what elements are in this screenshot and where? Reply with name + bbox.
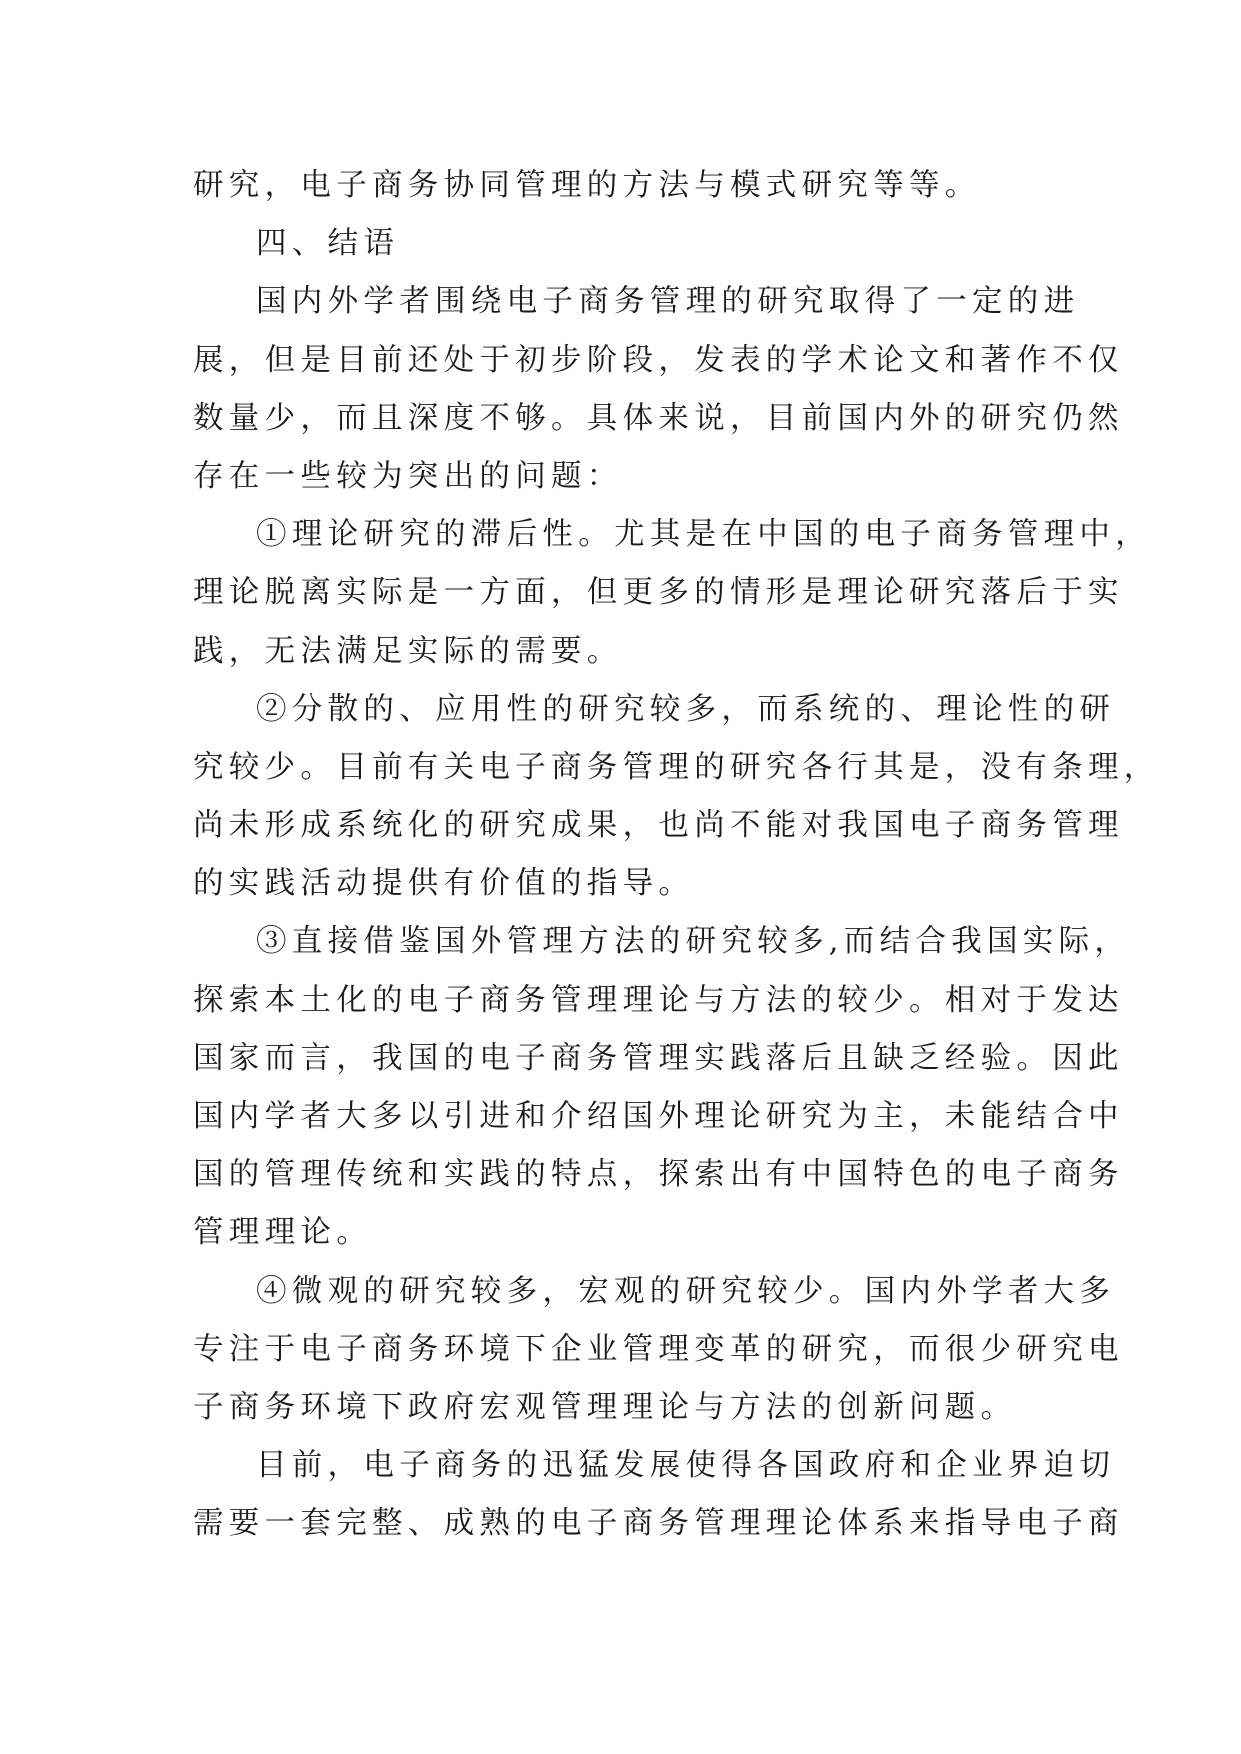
text-line: 究较少。目前有关电子商务管理的研究各行其是，没有条理， <box>193 749 1160 785</box>
text-line: 国内学者大多以引进和介绍国外理论研究为主，未能结合中 <box>193 1099 1124 1134</box>
section-heading: 四、结语 <box>256 226 400 262</box>
text-line: 践，无法满足实际的需要。 <box>193 633 623 669</box>
text-line: ④微观的研究较多，宏观的研究较少。国内外学者大多 <box>256 1273 1116 1309</box>
text-line: ②分散的、应用性的研究较多，而系统的、理论性的研 <box>256 691 1116 727</box>
body-text <box>193 157 1160 1554</box>
text-line: 数量少，而且深度不够。具体来说，目前国内外的研究仍然 <box>193 400 1124 436</box>
text-line: ①理论研究的滞后性。尤其是在中国的电子商务管理中， <box>256 517 1151 553</box>
text-line: 需要一套完整、成熟的电子商务管理理论体系来指导电子商 <box>193 1506 1124 1542</box>
text-line: 尚未形成系统化的研究成果，也尚不能对我国电子商务管理 <box>193 808 1124 844</box>
text-line: 管理理论。 <box>193 1215 372 1251</box>
text-line: 专注于电子商务环境下企业管理变革的研究，而很少研究电 <box>193 1331 1124 1367</box>
text-line: 国家而言，我国的电子商务管理实践落后且缺乏经验。因此 <box>193 1040 1124 1076</box>
text-line: 国的管理传统和实践的特点，探索出有中国特色的电子商务 <box>193 1157 1124 1193</box>
text-line: 研究，电子商务协同管理的方法与模式研究等等。 <box>193 168 981 203</box>
text-line: 存在一些较为突出的问题： <box>193 458 623 494</box>
text-line: 探索本土化的电子商务管理理论与方法的较少。相对于发达 <box>193 982 1124 1018</box>
text-line: 目前，电子商务的迅猛发展使得各国政府和企业界迫切 <box>256 1448 1116 1484</box>
text-line: 理论脱离实际是一方面，但更多的情形是理论研究落后于实 <box>193 575 1124 611</box>
text-line: 的实践活动提供有价值的指导。 <box>193 866 695 902</box>
text-line: ③直接借鉴国外管理方法的研究较多,而结合我国实际， <box>256 924 1131 960</box>
text-line: 展，但是目前还处于初步阶段，发表的学术论文和著作不仅 <box>193 342 1124 378</box>
text-line: 国内外学者围绕电子商务管理的研究取得了一定的进 <box>256 284 1080 320</box>
text-line: 子商务环境下政府宏观管理理论与方法的创新问题。 <box>193 1389 1017 1425</box>
